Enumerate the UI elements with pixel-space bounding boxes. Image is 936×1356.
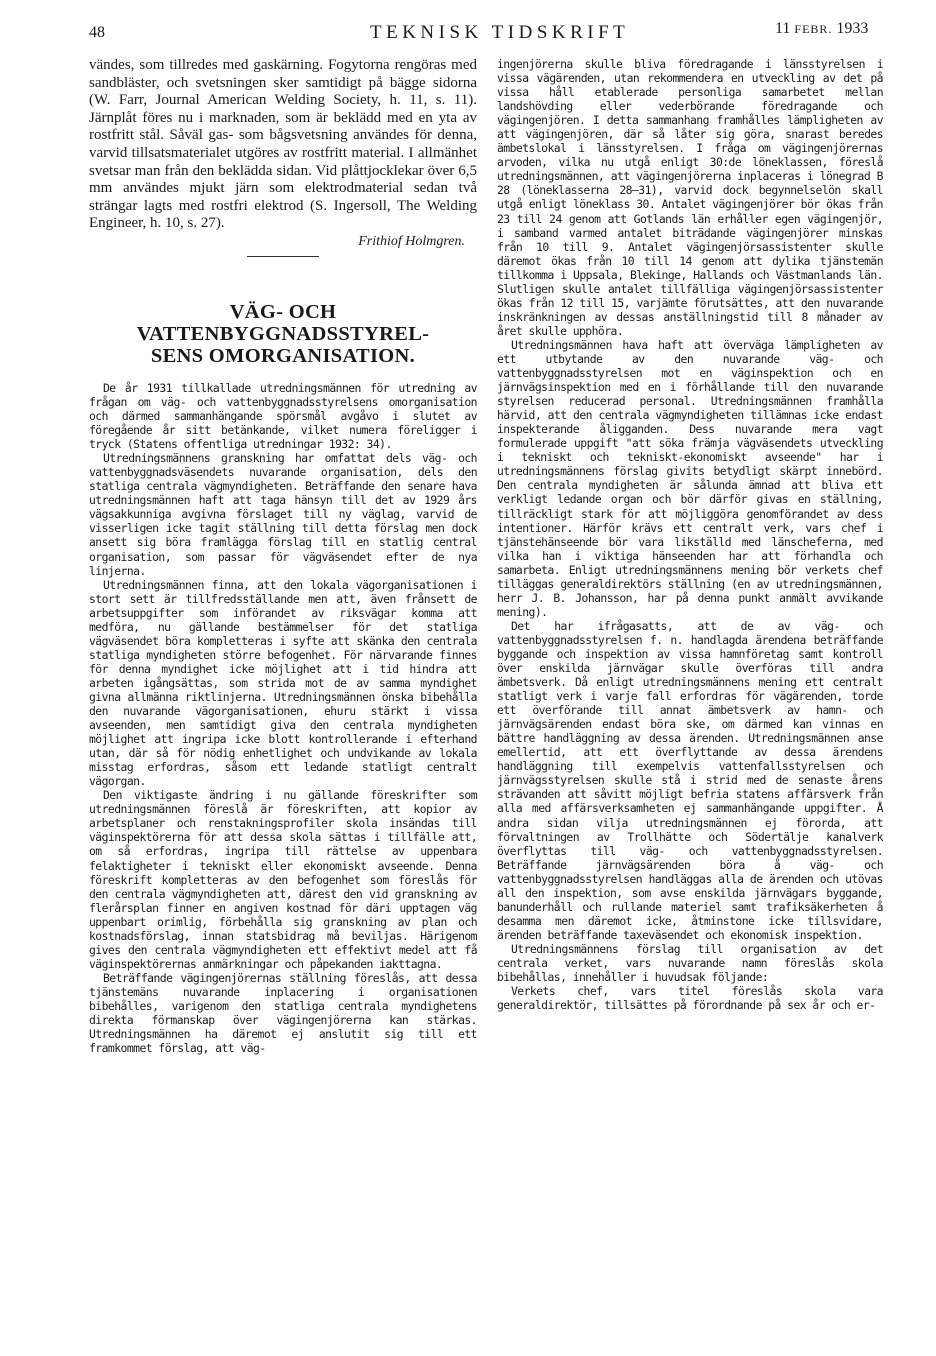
body-paragraph: Utredningsmännen hava haft att överväga lämpligheten av ett utbytande av den nuvarande väg- och vattenbyggnadsstyrelsen mot en väginspektion och en järnvägsinspektion med en i förhållande till den nuvarande styrelsen reducerad personal. Utredningsmännen framhålla härvid, att den centrala vägmyndigheten tillämnas icke endast inspekterande åligganden. Dess nuvarande mera vagt formulerade uppgift "att söka främja vägväsendets utveckling i tekniskt och tekniskt-ekonomiskt avseende" har i utredningsmännens förslag givits betydligt skärpt innebörd. Den centrala myndigheten är sålunda ämnad att bliva ett verkligt ledande organ och bör därför givas en ställning, tillräckligt stark för att möjliggöra genomförandet av dess intentioner. Härför krävs ett centralt verk, vars chef i tjänstehänseende bör vara likställd med länscheferna, med vilka han i viktiga hänseenden har att förhandla och samarbeta. Enligt utredningsmännens mening bör verkets chef tilläggas generaldirektörs ställning (en av utredningsmännen, herr J. B. Johansson, har på denna punkt anmält avvikande mening).	[497, 337, 883, 619]
section-divider	[247, 256, 319, 257]
article-title-line-1: VÄG- OCH VATTENBYGGNADSSTYREL-	[136, 300, 430, 345]
journal-title: TEKNISK TIDSKRIFT	[370, 22, 630, 43]
issue-date	[775, 20, 868, 38]
body-paragraph: Verkets chef, vars titel föreslås skola vara generaldirektör, tillsättes på förordnande på sex år och er-	[497, 984, 883, 1013]
body-paragraph: De år 1931 tillkallade utredningsmännen för utredning av frågan om väg- och vattenbyggnadsstyrelsens omorganisation och därmed sammanhängande spörsmål avgåvo i slutet av föregående år sitt betänkande, vilket numera föreligger i tryck (Statens offentliga utredningar 1932: 34).	[89, 380, 477, 452]
issue-month: FEBR.	[794, 22, 833, 36]
body-paragraph: Utredningsmännens förslag till organisation av det centrala verket, vars nuvarande namn föreslås skola bibehållas, innehåller i huvudsak följande:	[497, 941, 883, 985]
author-signature: Frithiof Holmgren.	[358, 233, 465, 249]
page-header	[0, 20, 936, 46]
body-paragraph: Utredningsmännens granskning har omfattat dels väg- och vattenbyggnadsväsendets nuvarande organisation, dels den statliga centrala vägmyndigheten. Beträffande den senare hava utredningsmännen haft att taga hänsyn till det av 1929 års vägsakkunniga avgivna förslaget till ny väglag, varvid de visserligen icke tagit ställning till detta förslag men dock ansett sig böra framlägga förslag till en statlig central organisation, som passar för vägväsendet efter de nya linjerna.	[89, 451, 477, 578]
intro-paragraph: vändes, som tillredes med gaskärning. Fogytorna rengöras med sandbläster, och svetsningen sker samtidigt på bägge sidorna (W. Farr, Journal American Welding Society, h. 11, s. 11). Järnplåt föres nu i marknaden, som är beklädd med en yta av rostfritt stål. Såväl gas- som bågsvetsning användes för denna, varvid tillsatsmaterialet utgöres av rostfritt material. I allmänhet svetsar man från den beklädda sidan. Vid plåttjocklekar över 6,5 mm användes mjukt järn som elektrodmaterial sedan två strängar lagts med rostfri elektrod (S. Ingersoll, The Welding Engineer, h. 10, s. 27).	[89, 57, 477, 232]
issue-day: 11	[775, 20, 791, 37]
article-title-line-2: SENS OMORGANISATION.	[150, 344, 416, 367]
article-title	[89, 301, 477, 367]
body-paragraph: Utredningsmännen finna, att den lokala vägorganisationen i stort sett är tillfredsställande men att, även frånsett de arbetsuppgifter som införandet av riksvägar komma att medföra, nu gällande bestämmelser för det statliga vägväsendet böra kompletteras i syfte att skänka den centrala statliga myndigheten större befogenhet. För närvarande finnes för denna myndighet icke möjlighet att i tid hindra att arbeten igångsättas, som strida mot de av samma myndighet givna allmänna riktlinjerna. Utredningsmännen önska bibehålla den nuvarande vägorganisationen, ehuru stärkt i vissa avseenden, men samtidigt giva den centrala myndigheten möjlighet att ingripa icke blott kontrollerande i efterhand utan, där så för nödig enhetlighet och undvikande av lokala misstag erfordras, såsom ett ledande statligt centralt vägorgan.	[89, 577, 477, 789]
page-number: 48	[89, 24, 105, 41]
left-column	[89, 57, 477, 1055]
body-paragraph: Det har ifrågasatts, att de av väg- och vattenbyggnadsstyrelsen f. n. handlagda ärendena beträffande byggande och inspektion av vissa hamnföretag samt kontroll över enskilda järnvägar skulle överföras till andra ämbetsverk. Då enligt utredningsmännens mening ett centralt statligt verk i varje fall erfordras för vägärenden, torde ett överförande till annat ämbetsverk av hamn- och järnvägsärenden endast böra ske, om därmed kan vinnas en bättre handläggning av dessa ärenden. Utredningsmännen anse emellertid, att ett överflyttande av dessa ärendens handläggning till exempelvis vattenfallsstyrelsen och järnvägsstyrelsen skulle stå i strid med de senaste årens strävanden att såvitt möjligt befria statens affärsverk från alla med affärsverksamheten ej sammanhängande uppgifter. Å andra sidan vilja utredningsmännen ej förorda, att förvaltningen av Trollhätte och Södertälje kanalverk överflyttas till väg- och vattenbyggnadsstyrelsen. Beträffande järnvägsärenden böra å väg- och vattenbyggnadsstyrelsen handläggas alla de ärenden och utövas all den inspektion, som avse enskilda järnvägars byggande, banunderhåll och rullande materiel samt trafiksäkerheten å desamma men däremot icke, åtminstone icke tillsvidare, ärenden beträffande taxeväsendet och ekonomisk inspektion.	[497, 618, 883, 942]
body-paragraph: ingenjörerna skulle bliva föredragande i länsstyrelsen i vissa vägärenden, utan rekommendera en utveckling av det på vissa håll etablerade personliga samarbetet mellan landshövding eller vederbörande föredragande och vägingenjören. I detta sammanhang framhålles lämpligheten av att vägingenjören, där så låter sig göra, snarast beredes ämbetslokal i länsstyrelsen. I fråga om vägingenjörernas arvoden, vilka nu utgå enligt 30:de löneklassen, föreslå utredningsmännen, att vägingenjörerna inplaceras i lönegrad B 28 (löneklasserna 28—31), varvid dock begynnelselön skall utgå enligt löneklass 30. Antalet vägingenjörer bör ökas från 23 till 24 genom att Gotlands län erhåller egen vägingenjör, i samband varmed antalet biträdande vägingenjörer minskas från 10 till 9. Antalet vägingenjörsassistenter skulle däremot ökas från 10 till 14 genom att dylika tjänstemän tillkomma i Uppsala, Blekinge, Hallands och Västmanlands län. Slutligen skulle antalet tillfälliga vägingenjörsassistenter ökas från 12 till 15, varjämte förutsättes, att den nuvarande inskränkningen av dessas anställningstid till 8 månader av året skulle upphöra.	[497, 57, 883, 338]
body-paragraph: Beträffande vägingenjörernas ställning föreslås, att dessa tjänstemäns nuvarande inplacering i organisationen bibehålles, varigenom den statliga centrala myndighetens direkta förmanskap över vägingenjörerna kan stärkas. Utredningsmännen ha däremot ej anslutit sig till ett framkommet förslag, att väg-	[89, 970, 477, 1056]
body-paragraph: Den viktigaste ändring i nu gällande föreskrifter som utredningsmännen föreslå är föreskriften, att kopior av arbetsplaner och renstakningsprofiler skola insändas till väginspektörerna för att dessa skola sättas i tillfälle att, om så erfordras, ingripa till rättelse av uppenbara felaktigheter i tekniskt eller ekonomiskt avseende. Denna föreskrift kompletteras av den befogenhet som föreslås för den centrala vägmyndigheten att, därest den vid granskning av flerårsplan finner en angiven kostnad för däri upptagen väg uppenbart orimlig, förbehålla sig granskning av plan och kostnadsförslag, innan statsbidrag må beviljas. Härigenom gives den centrala vägmyndigheten ett effektivt medel att få väginspektörernas anmärkningar och påpekanden iakttagna.	[89, 788, 477, 971]
right-column	[497, 57, 883, 1012]
issue-year: 1933	[836, 20, 869, 37]
